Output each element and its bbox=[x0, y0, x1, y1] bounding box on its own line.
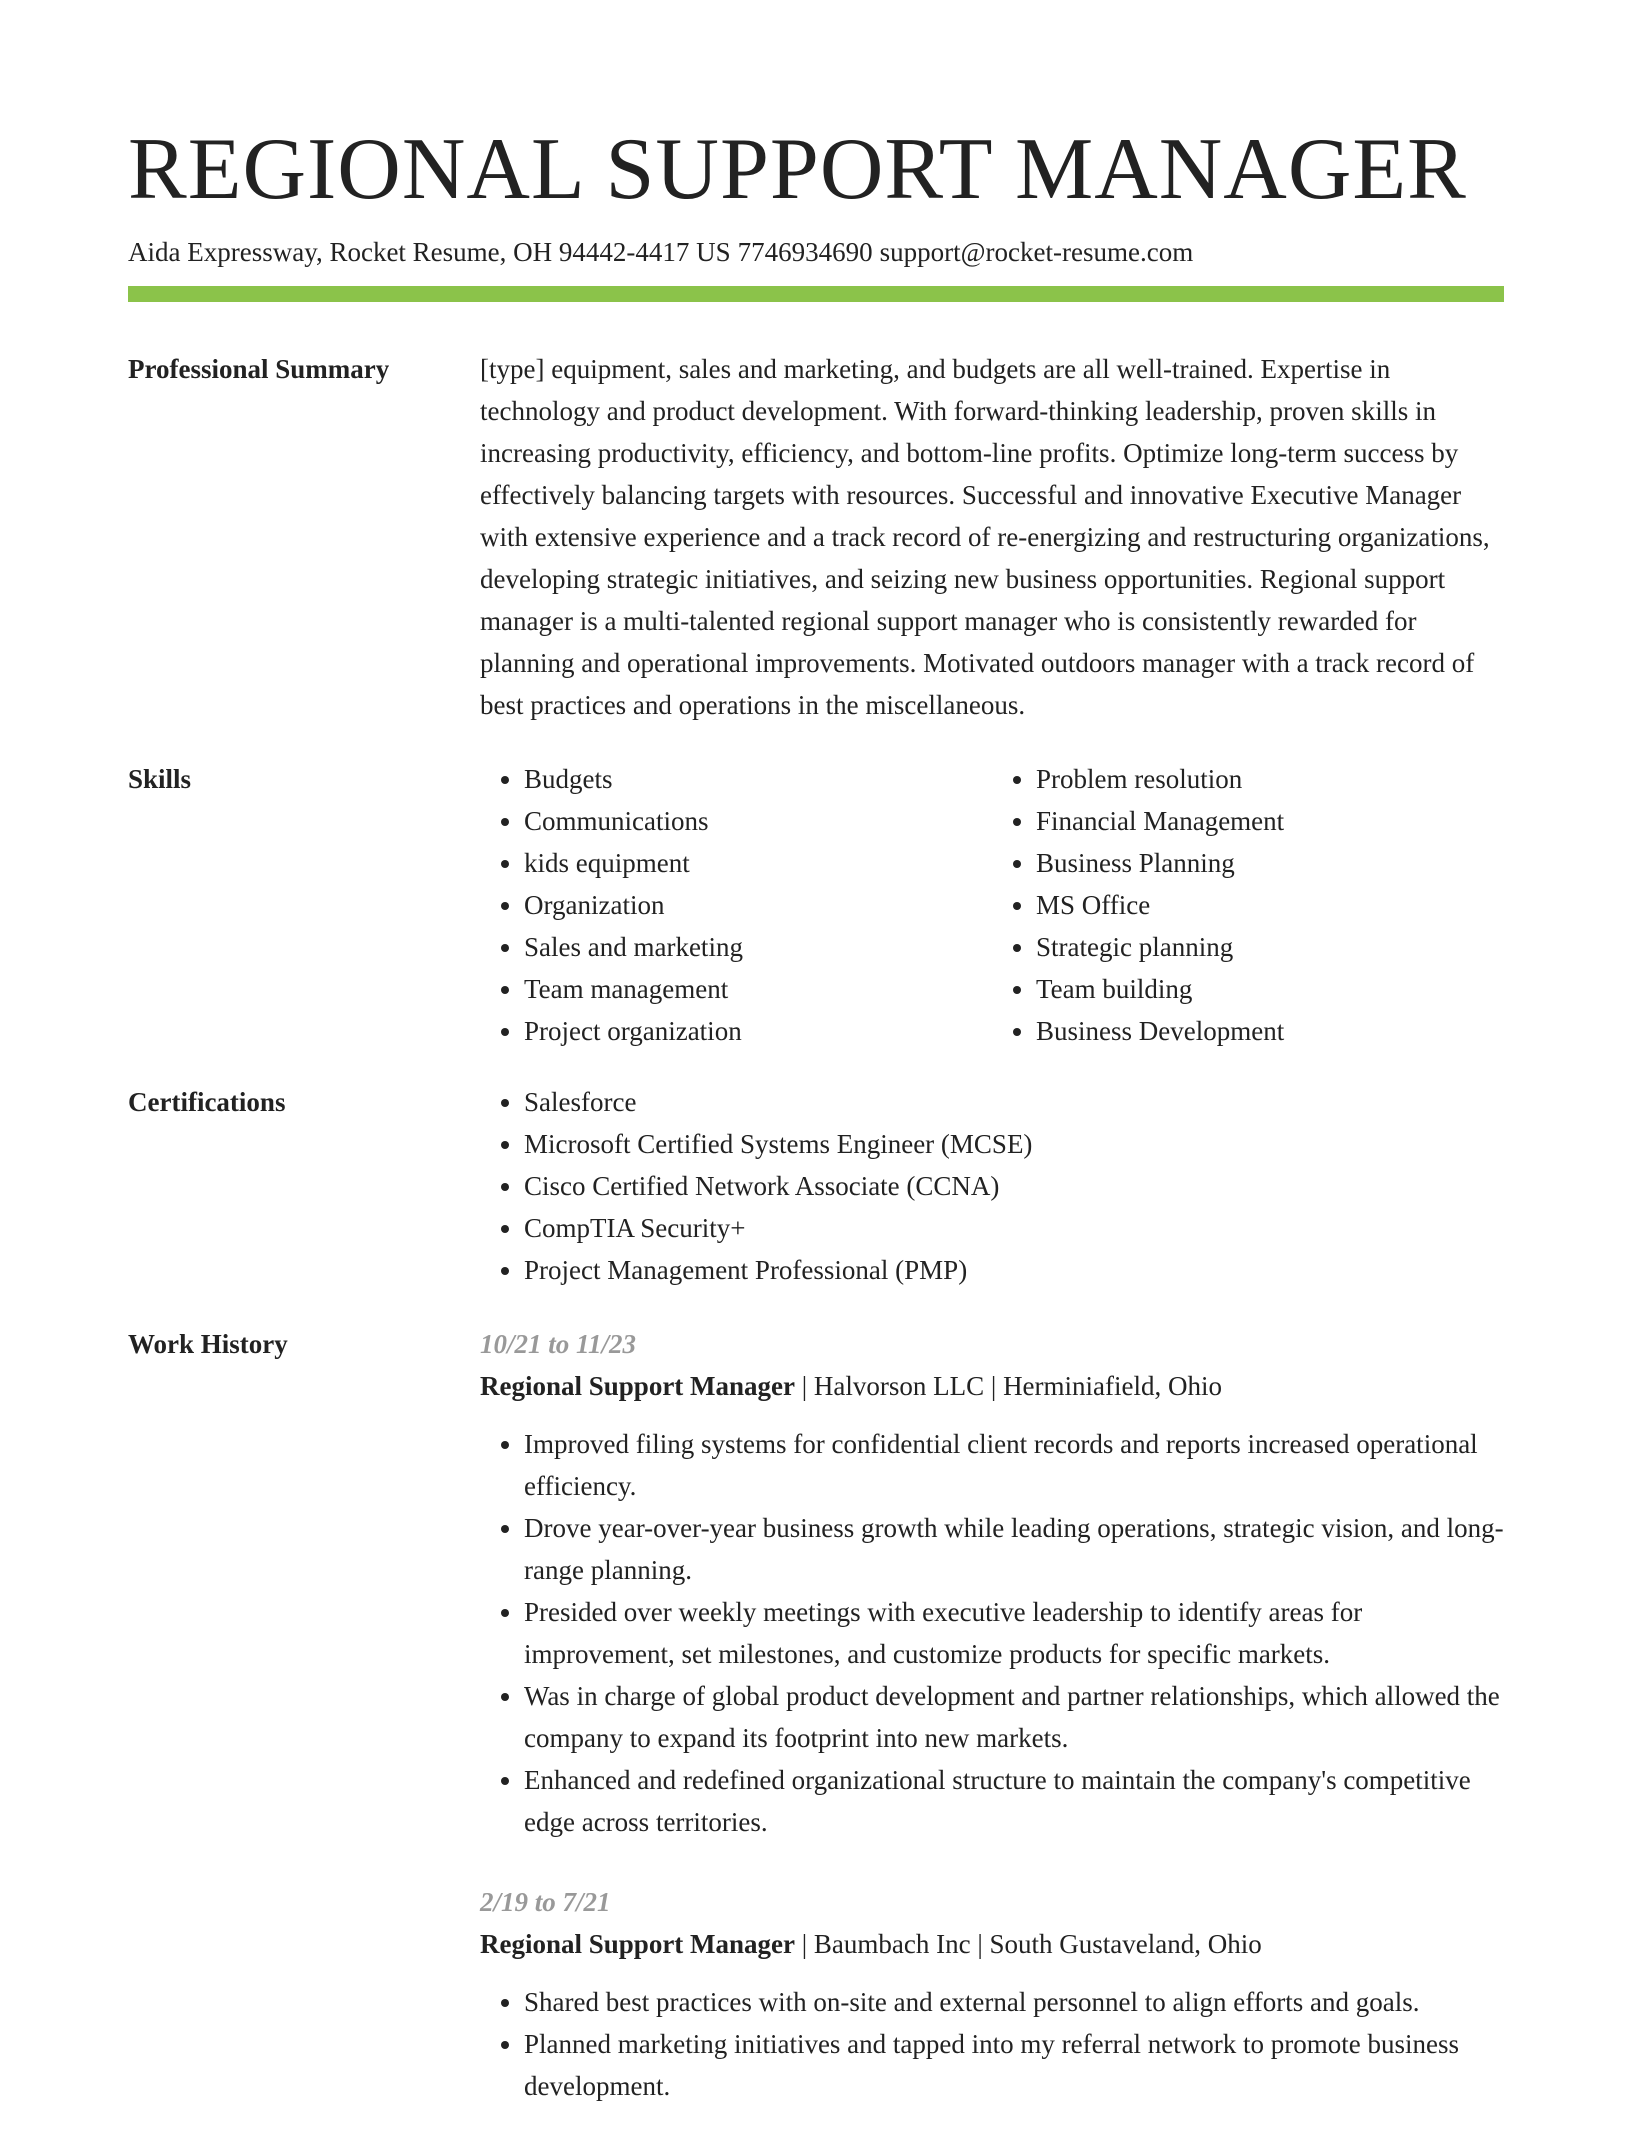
page-title: REGIONAL SUPPORT MANAGER bbox=[128, 121, 1467, 218]
certification-item: • Salesforce bbox=[524, 1081, 1504, 1123]
job-entry bbox=[480, 1323, 1504, 1843]
skill-item: • Sales and marketing bbox=[524, 926, 992, 968]
job-bullet: • Enhanced and redefined organizational structure to maintain the company's competitive edge across territories. bbox=[524, 1759, 1504, 1843]
skill-item: • MS Office bbox=[1036, 884, 1504, 926]
job-bullet: • Planned marketing initiatives and tapped into my referral network to promote business development. bbox=[524, 2023, 1504, 2107]
job-bullets bbox=[480, 1423, 1504, 1843]
contact-address: Aida Expressway, Rocket Resume, OH 94442-4417 US bbox=[128, 237, 731, 267]
skill-item: • Financial Management bbox=[1036, 800, 1504, 842]
job-location: Herminiafield, Ohio bbox=[1003, 1371, 1223, 1401]
job-entry bbox=[480, 1881, 1504, 2107]
skill-item: • Problem resolution bbox=[1036, 758, 1504, 800]
certification-item: • Project Management Professional (PMP) bbox=[524, 1249, 1504, 1291]
skill-item: • Business Planning bbox=[1036, 842, 1504, 884]
skills-list-left bbox=[480, 758, 992, 1052]
skill-item: • Business Development bbox=[1036, 1010, 1504, 1052]
certifications-list bbox=[480, 1081, 1504, 1291]
work-history-heading: Work History bbox=[128, 1329, 288, 1359]
skill-item: • Team building bbox=[1036, 968, 1504, 1010]
job-bullet: • Shared best practices with on-site and external personnel to align efforts and goals. bbox=[524, 1981, 1504, 2023]
skills-body bbox=[480, 758, 1504, 1052]
job-bullet: • Presided over weekly meetings with executive leadership to identify areas for improvement, set milestones, and customize products for specific markets. bbox=[524, 1591, 1504, 1675]
skill-item: • Team management bbox=[524, 968, 992, 1010]
skill-item: • kids equipment bbox=[524, 842, 992, 884]
certification-item: • Microsoft Certified Systems Engineer (MCSE) bbox=[524, 1123, 1504, 1165]
job-dates: 10/21 to 11/23 bbox=[480, 1329, 637, 1359]
contact-line bbox=[128, 232, 1504, 272]
certifications-heading: Certifications bbox=[128, 1087, 286, 1117]
job-title: Regional Support Manager bbox=[480, 1371, 796, 1401]
job-dates: 2/19 to 7/21 bbox=[480, 1887, 611, 1917]
certification-item: • Cisco Certified Network Associate (CCNA) bbox=[524, 1165, 1504, 1207]
job-title: Regional Support Manager bbox=[480, 1929, 796, 1959]
skill-item: • Communications bbox=[524, 800, 992, 842]
job-bullet: • Drove year-over-year business growth while leading operations, strategic vision, and long-range planning. bbox=[524, 1507, 1504, 1591]
skills-list-right bbox=[992, 758, 1504, 1052]
job-bullet: • Was in charge of global product development and partner relationships, which allowed the company to expand its footprint into new markets. bbox=[524, 1675, 1504, 1759]
skill-item: • Budgets bbox=[524, 758, 992, 800]
job-header: Regional Support Manager | Halvorson LLC | Herminiafield, Ohio bbox=[480, 1371, 1223, 1401]
skill-item: • Project organization bbox=[524, 1010, 992, 1052]
summary-text: [type] equipment, sales and marketing, and budgets are all well-trained. Expertise in technology and product development. With forward-thinking leadership, proven skills in increasing productivity, efficiency, and bottom-line profits. Optimize long-term success by effectively balancing targets with resources. Successful and innovative Executive Manager with extensive experience and a track record of re-energizing and restructuring organizations, developing strategic initiatives, and seizing new business opportunities. Regional support manager is a multi-talented regional support manager who is consistently rewarded for planning and operational improvements. Motivated outdoors manager with a track record of best practices and operations in the miscellaneous. bbox=[480, 354, 1490, 720]
skills-heading: Skills bbox=[128, 764, 192, 794]
job-bullets bbox=[480, 1981, 1504, 2107]
contact-phone: 7746934690 bbox=[737, 237, 873, 267]
job-company: Baumbach Inc bbox=[813, 1929, 971, 1959]
job-bullet: • Improved filing systems for confidential client records and reports increased operational efficiency. bbox=[524, 1423, 1504, 1507]
summary-heading: Professional Summary bbox=[128, 354, 390, 384]
summary-body bbox=[480, 348, 1504, 726]
contact-email: support@rocket-resume.com bbox=[879, 237, 1194, 267]
accent-divider bbox=[128, 286, 1504, 302]
skill-item: • Strategic planning bbox=[1036, 926, 1504, 968]
certification-item: • CompTIA Security+ bbox=[524, 1207, 1504, 1249]
job-header: Regional Support Manager | Baumbach Inc | South Gustaveland, Ohio bbox=[480, 1929, 1262, 1959]
work-history-body bbox=[480, 1323, 1504, 2145]
skill-item: • Organization bbox=[524, 884, 992, 926]
job-location: South Gustaveland, Ohio bbox=[989, 1929, 1262, 1959]
job-company: Halvorson LLC bbox=[813, 1371, 985, 1401]
resume-header bbox=[128, 118, 1504, 272]
certifications-body bbox=[480, 1081, 1504, 1291]
